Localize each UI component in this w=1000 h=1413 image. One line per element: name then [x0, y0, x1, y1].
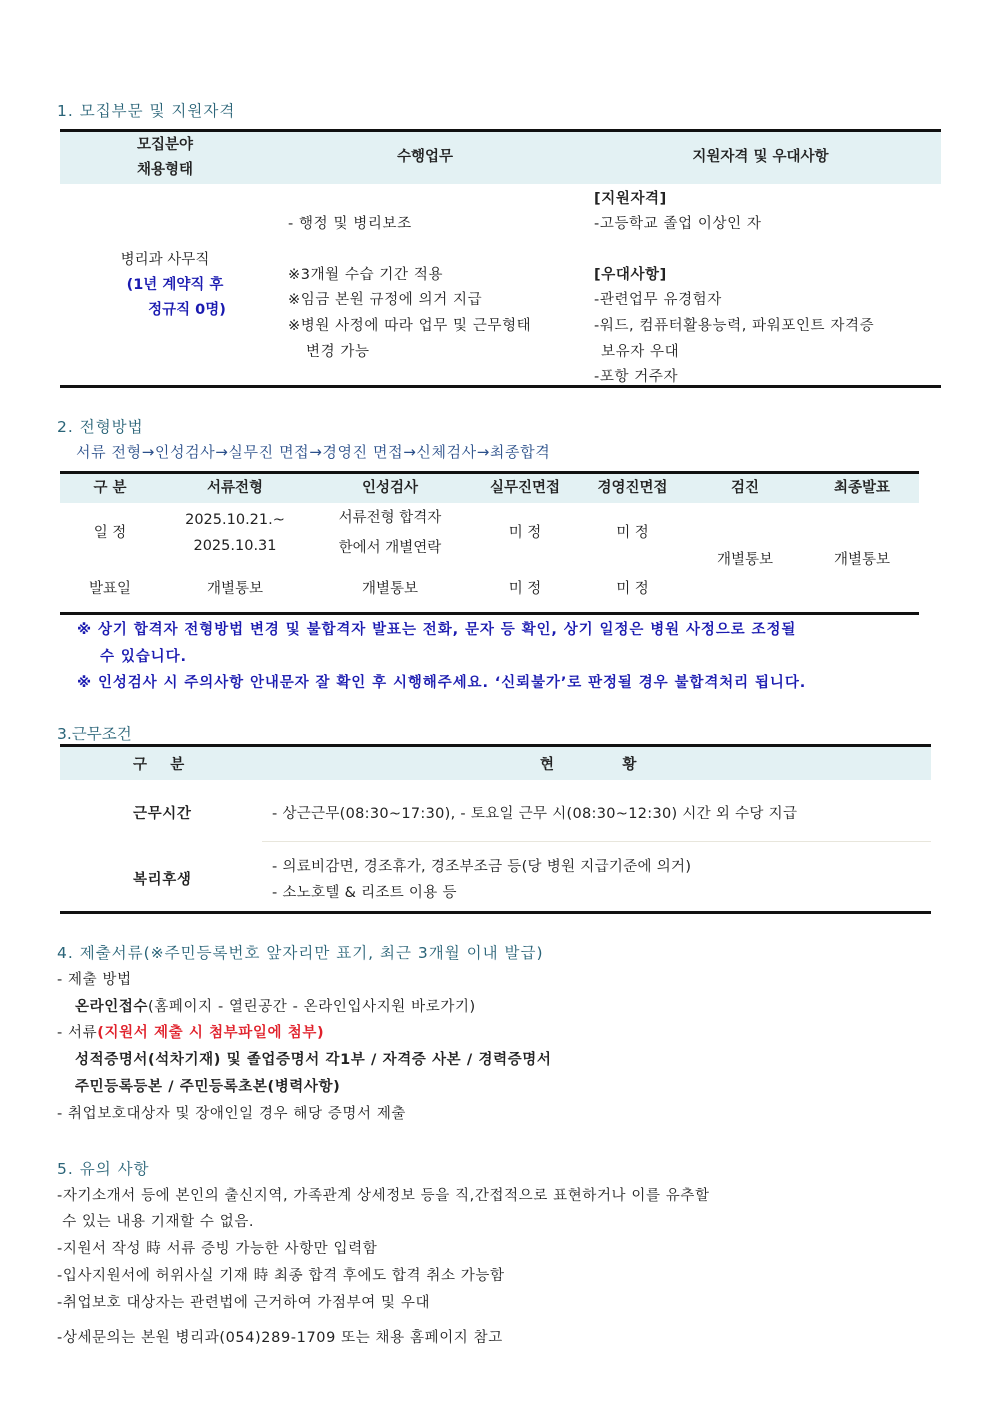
method-detail [75, 995, 476, 1016]
th-final: 최종발표 [833, 480, 891, 496]
notice-1-cont: 수 있습니다. [100, 649, 187, 665]
docs-note: (지원서 제출 시 첨부파일에 첨부) [97, 1025, 325, 1041]
announce-practical: 미 정 [508, 581, 542, 597]
duty-note: 변경 가능 [306, 344, 370, 360]
table1-bottom-border [60, 385, 941, 388]
section4-title: 4. 제출서류(※주민등록번호 앞자리만 표기, 최근 3개월 이내 발급) [57, 944, 544, 962]
hours-detail: - 상근근무(08:30~17:30), - 토요일 근무 시(08:30~12:30) 시간 외 수당 지급 [272, 806, 798, 822]
method-path: (홈페이지 - 열린공간 - 온라인입사지원 바로가기) [148, 999, 476, 1015]
th-document: 서류전형 [206, 480, 264, 496]
notice-2: ※ 인성검사 시 주의사항 안내문자 잘 확인 후 시행해주세요. ‘신뢰불가’로 판정될 경우 불합격처리 됩니다. [77, 675, 807, 691]
announce-executive: 미 정 [616, 581, 649, 597]
pref-item: -포항 거주자 [594, 369, 679, 385]
header-field-line1: 모집분야 [136, 137, 194, 153]
docs-list-1: 성적증명서(석차기재) 및 졸업증명서 각1부 / 자격증 사본 / 경력증명서 [75, 1052, 552, 1068]
section1-title: 1. 모집부문 및 지원자격 [57, 102, 236, 120]
caution-item: -자기소개서 등에 본인의 출신지역, 가족관계 상세정보 등을 직,간접적으로 표현하거나 이를 유추할 [57, 1188, 710, 1204]
job-contract-line1: (1년 계약직 후 [126, 277, 224, 293]
method-label: - 제출 방법 [57, 972, 132, 988]
section3-title: 3.근무조건 [57, 725, 132, 743]
caution-item: -입사지원서에 허위사실 기재 時 최종 합격 후에도 합격 취소 가능함 [57, 1268, 505, 1284]
docs-list-2: 주민등록등본 / 주민등록초본(병력사항) [75, 1079, 341, 1095]
schedule-personality: 서류전형 합격자 [338, 510, 442, 526]
final-value: 개별통보 [833, 552, 891, 568]
contact-info: -상세문의는 본원 병리과(054)289-1709 또는 채용 홈페이지 참고 [57, 1330, 503, 1346]
row-label-welfare: 복리후생 [133, 872, 192, 888]
selection-flow: 서류 전형→인성검사→실무진 면접→경영진 면접→신체검사→최종합격 [76, 443, 551, 461]
th-checkup: 검진 [730, 480, 759, 496]
th-executive: 경영진면접 [597, 480, 668, 496]
header-duties: 수행업무 [396, 149, 454, 165]
duty-note: ※임금 본원 규정에 의거 지급 [288, 292, 483, 308]
row-label-hours: 근무시간 [133, 806, 192, 822]
schedule-personality-2: 한에서 개별연락 [338, 540, 442, 556]
method-online: 온라인접수 [75, 999, 149, 1015]
job-contract-line2: 정규직 0명) [148, 302, 226, 318]
th-status: 현 황 [540, 757, 637, 773]
row-announce-label: 발표일 [88, 581, 132, 597]
header-field-line2: 채용형태 [136, 162, 194, 178]
duty-item: - 행정 및 병리보조 [288, 216, 412, 232]
docs-line [57, 1021, 324, 1042]
welfare-detail: - 소노호텔 & 리조트 이용 등 [272, 885, 457, 901]
duty-note: ※병원 사정에 따라 업무 및 근무형태 [288, 318, 532, 334]
header-qualifications: 지원자격 및 우대사항 [692, 149, 829, 165]
checkup-value: 개별통보 [716, 552, 774, 568]
th-practical: 실무진면접 [489, 480, 561, 496]
job-field: 병리과 사무직 [120, 252, 210, 268]
welfare-detail: - 의료비감면, 경조휴가, 경조부조금 등(당 병원 지급기준에 의거) [272, 859, 692, 875]
pref-item: 보유자 우대 [601, 344, 680, 360]
announce-document: 개별통보 [206, 581, 264, 597]
docs-extra: - 취업보호대상자 및 장애인일 경우 해당 증명서 제출 [57, 1106, 407, 1122]
qual-item: -고등학교 졸업 이상인 자 [594, 216, 762, 232]
table2-bottom-border [60, 612, 919, 615]
caution-item-cont: 수 있는 내용 기재할 수 없음. [57, 1214, 255, 1230]
table3-header [60, 747, 931, 780]
pref-item: -워드, 컴퓨터활용능력, 파워포인트 자격증 [594, 318, 875, 334]
duty-note: ※3개월 수습 기간 적용 [288, 267, 444, 283]
th-personality: 인성검사 [361, 480, 419, 496]
table3-bottom-border [60, 911, 931, 914]
row-divider [262, 841, 931, 842]
notice-1: ※ 상기 합격자 전형방법 변경 및 불합격자 발표는 전화, 문자 등 확인, 상기 일정은 병원 사정으로 조정될 [77, 622, 797, 638]
pref-item: -관련업무 유경험자 [594, 292, 722, 308]
th-category: 구 분 [133, 757, 185, 773]
caution-item: -취업보호 대상자는 관련법에 근거하여 가점부여 및 우대 [57, 1295, 431, 1311]
schedule-practical: 미 정 [508, 525, 542, 541]
section2-title: 2. 전형방법 [57, 418, 144, 436]
schedule-document-end: 2025.10.31 [193, 538, 277, 554]
docs-label: - 서류 [57, 1025, 98, 1041]
th-category: 구 분 [93, 480, 127, 496]
row-schedule-label: 일 정 [93, 525, 127, 541]
qual-title: [지원자격] [594, 191, 667, 207]
caution-item: -지원서 작성 時 서류 증빙 가능한 사항만 입력함 [57, 1241, 378, 1257]
schedule-document: 2025.10.21.~ [185, 512, 285, 528]
announce-personality: 개별통보 [361, 581, 419, 597]
schedule-executive: 미 정 [616, 525, 649, 541]
pref-title: [우대사항] [594, 267, 667, 283]
section5-title: 5. 유의 사항 [57, 1160, 150, 1178]
